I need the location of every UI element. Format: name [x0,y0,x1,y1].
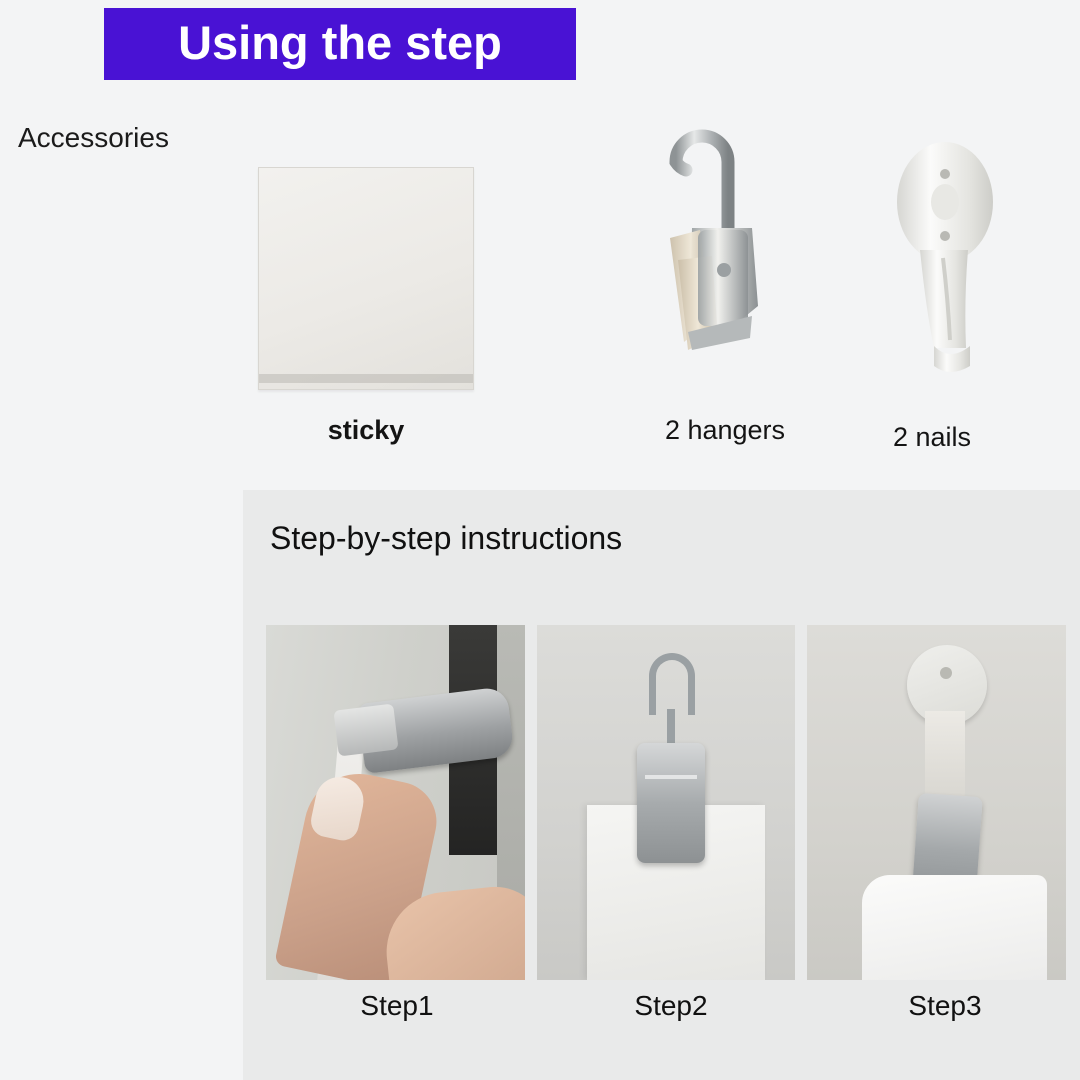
step1-photo [266,625,525,980]
step1-caption: Step1 [360,990,434,1021]
step3-caption: Step3 [908,990,982,1021]
page-title: Using the step [178,15,502,69]
accessory-sticky-caption: sticky [327,415,405,445]
accessories-section-label: Accessories [18,122,169,153]
accessory-nails-caption: 2 nails [892,422,972,452]
step3-photo [807,625,1066,980]
step2-photo [537,625,796,980]
sticky-pad-icon [258,167,474,390]
step2-caption: Step2 [634,990,708,1021]
instructions-panel [243,490,1080,1080]
title-banner [104,8,576,80]
accessories-row [0,110,1080,460]
accessory-hangers-caption: 2 hangers [664,415,786,445]
hanger-clip-icon [640,110,810,385]
steps-row [266,625,1066,980]
instructions-title: Step-by-step instructions [270,520,623,556]
nail-hook-icon [880,140,1010,390]
